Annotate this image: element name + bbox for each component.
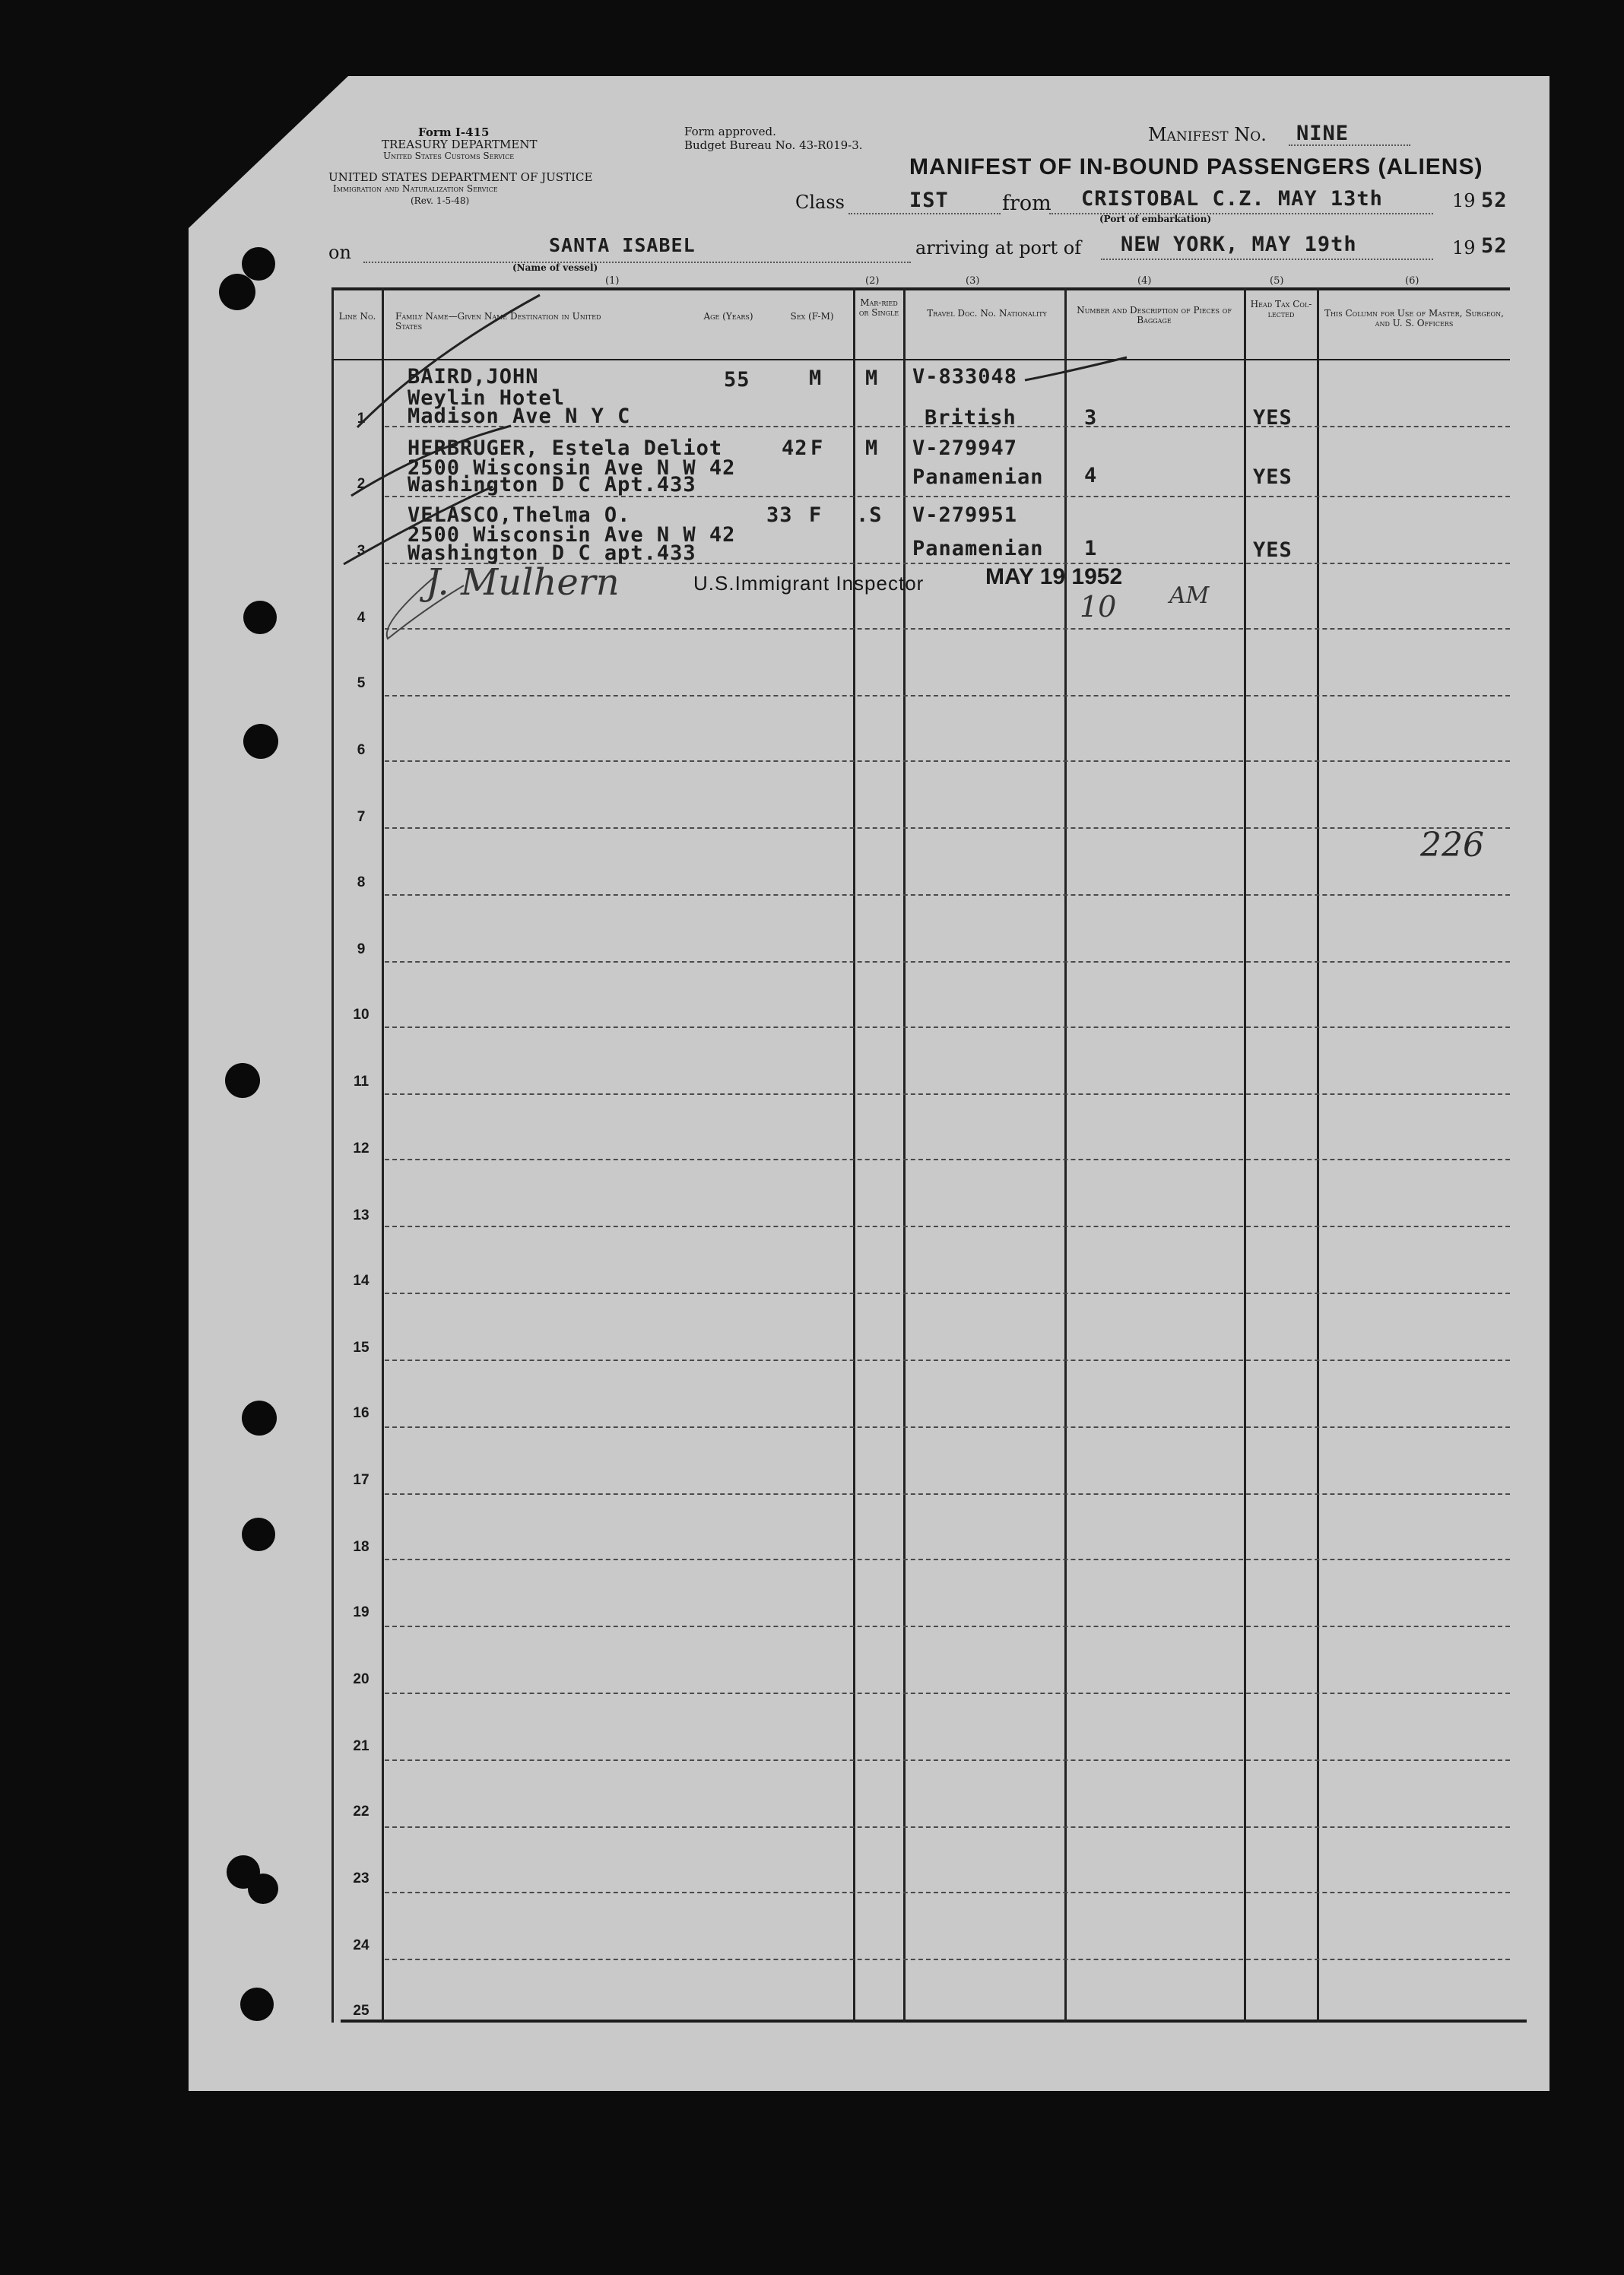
margin-note: 226 [1420,826,1484,865]
passenger-marital: .S [856,503,883,527]
customs-service: United States Customs Service [383,151,515,161]
line-number: 25 [353,2003,370,2019]
col-number-6: (6) [1405,275,1419,287]
port-embarkation-caption: (Port of embarkation) [1099,214,1212,224]
passenger-age: 33 [766,503,793,527]
passenger-address-2: Washington D C Apt.433 [408,473,696,497]
col-number-3: (3) [966,275,980,287]
year-prefix-1: 19 [1452,190,1476,211]
header-sex: Sex (F-M) [790,311,834,322]
passenger-sex: F [810,436,824,460]
check-mark [1025,357,1127,380]
vessel-caption: (Name of vessel) [512,262,598,273]
passenger-address-2: Washington D C apt.433 [408,541,696,565]
on-label: on [328,242,351,263]
line-number: 22 [353,1804,370,1820]
header-line-no: Line No. [338,311,376,322]
budget-bureau: Budget Bureau No. 43-R019-3. [684,138,863,152]
line-number: 23 [353,1870,370,1886]
form-revision: (Rev. 1-5-48) [411,195,470,206]
arriving-label: arriving at port of [915,237,1082,259]
from-label: from [1002,192,1051,215]
class-label: Class [795,192,845,213]
header-officers: This Column for Use of Master, Surgeon, and U. S. Officers [1324,308,1504,328]
year-value-2: 52 [1481,234,1508,258]
line-number: 18 [353,1539,370,1555]
treasury-dept: TREASURY DEPARTMENT [382,138,538,151]
line-number: 7 [357,809,366,825]
header-travel-doc: Travel Doc. No. Nationality [927,308,1047,319]
baggage-count: 1 [1084,537,1098,560]
baggage-count: 3 [1084,406,1098,430]
baggage-count: 4 [1084,464,1098,487]
line-number: 4 [357,610,366,626]
header-age: Age (Years) [703,311,753,322]
header-marital: Mar-ried or Single [858,297,899,318]
passenger-name: VELASCO,Thelma O. [408,503,631,527]
check-mark [344,487,493,564]
manifest-no-value: NINE [1296,122,1350,145]
vessel-name: SANTA ISABEL [549,234,696,256]
head-tax-collected: YES [1253,406,1293,430]
line-number: 24 [353,1937,370,1953]
line-number: 10 [353,1007,370,1023]
line-number: 14 [353,1273,370,1289]
form-approved: Form approved. [684,125,776,138]
embarkation-value: CRISTOBAL C.Z. MAY 13th [1081,187,1383,211]
justice-dept: UNITED STATES DEPARTMENT OF JUSTICE [328,170,593,184]
arrival-port-value: NEW YORK, MAY 19th [1121,233,1357,256]
passenger-name: HERBRUGER, Estela Deliot [408,436,723,460]
ins-service: Immigration and Naturalization Service [333,183,498,194]
line-number: 13 [353,1207,370,1223]
travel-doc-number: V-279951 [912,503,1018,527]
date-stamp: MAY 19 1952 [985,564,1123,589]
line-number: 9 [357,941,366,957]
year-value-1: 52 [1481,189,1508,212]
passenger-sex: F [809,503,823,527]
line-number: 2 [357,476,366,492]
line-number: 11 [353,1074,370,1090]
line-number: 15 [353,1340,370,1356]
header-name: Family Name—Given Name Destination in United States [395,311,601,332]
line-number: 5 [357,675,366,691]
passenger-marital: M [865,436,879,460]
line-number: 20 [353,1671,370,1687]
head-tax-collected: YES [1253,465,1293,489]
passenger-marital: M [865,366,879,390]
col-number-2: (2) [865,275,880,287]
passenger-nationality: Panamenian [912,465,1044,489]
passenger-address-1: Weylin Hotel [408,386,566,410]
inspector-signature: J. Mulhern [426,561,620,604]
col-number-4: (4) [1137,275,1152,287]
passenger-address-1: 2500 Wisconsin Ave N W 42 [408,456,736,480]
line-number: 8 [357,874,366,890]
passenger-age: 55 [724,368,750,392]
passenger-nationality: Panamenian [912,537,1044,560]
line-number: 17 [353,1472,370,1488]
inspector-title: U.S.Immigrant Inspector [693,572,925,595]
form-number: Form I-415 [418,125,490,139]
header-baggage: Number and Description of Pieces of Baggage [1077,305,1232,325]
travel-doc-number: V-279947 [912,436,1018,460]
passenger-address-1: 2500 Wisconsin Ave N W 42 [408,523,736,547]
line-number: 19 [353,1604,370,1620]
travel-doc-number: V-833048 [912,365,1018,389]
manifest-no-label: Manifest No. [1148,124,1267,145]
check-mark [357,295,540,427]
passenger-age: 42 [782,436,808,460]
line-number: 1 [357,411,366,427]
col-number-5: (5) [1270,275,1284,287]
inspection-time-suffix: AM [1169,582,1210,609]
passenger-nationality: British [925,406,1017,430]
check-mark [351,426,511,496]
passenger-name: BAIRD,JOHN [408,365,539,389]
line-number: 12 [353,1141,370,1157]
col-number-1: (1) [605,275,620,287]
line-number: 3 [357,543,366,559]
header-head-tax: Head Tax Col-lected [1250,299,1312,319]
inspection-time: 10 [1080,590,1117,623]
line-number: 16 [353,1405,370,1421]
line-number: 21 [353,1738,370,1754]
head-tax-collected: YES [1253,538,1293,562]
passenger-sex: M [809,366,823,390]
passenger-address-2: Madison Ave N Y C [408,405,631,428]
class-value: IST [909,189,949,212]
page-title: MANIFEST OF IN-BOUND PASSENGERS (ALIENS) [909,154,1483,179]
line-number: 6 [357,742,366,758]
year-prefix-2: 19 [1452,237,1476,259]
